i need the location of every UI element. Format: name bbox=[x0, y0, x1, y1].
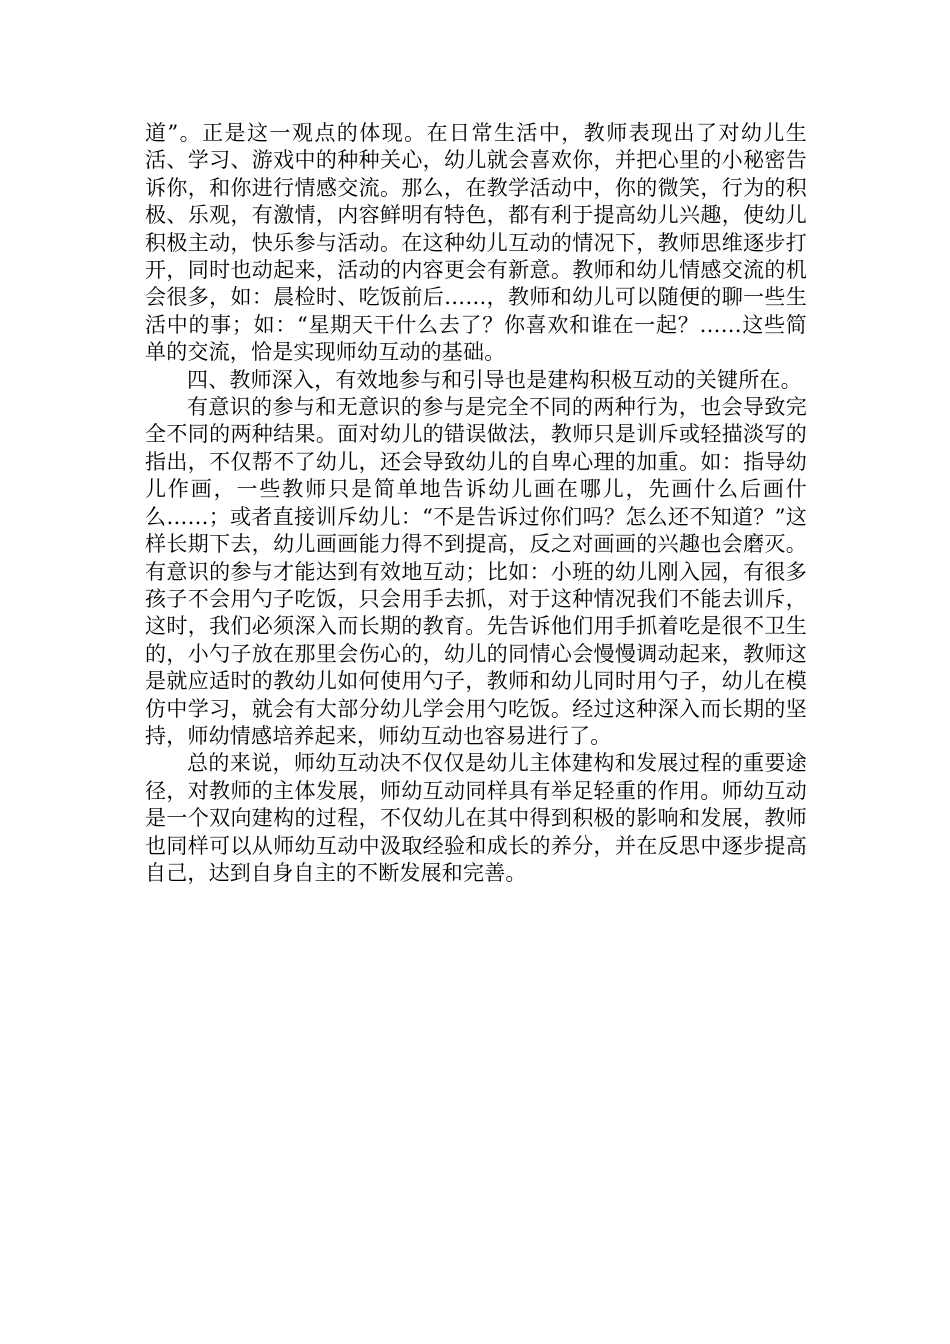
paragraph-conclusion: 总的来说，师幼互动决不仅仅是幼儿主体建构和发展过程的重要途径，对教师的主体发展，师幼互动同样具有举足轻重的作用。师幼互动是一个双向建构的过程，不仅幼儿在其中得到积极的影响和发展，教师也同样可以从师幼互动中汲取经验和成长的养分，并在反思中逐步提高自己，达到自身自主的不断发展和完善。 bbox=[145, 751, 807, 885]
document-page bbox=[145, 120, 807, 887]
paragraph-section-heading: 四、教师深入，有效地参与和引导也是建构积极互动的关键所在。 bbox=[187, 367, 802, 392]
paragraph-continuation: 道”。正是这一观点的体现。在日常生活中，教师表现出了对幼儿生活、学习、游戏中的种种关心，幼儿就会喜欢你，并把心里的小秘密告诉你，和你进行情感交流。那么，在教学活动中，你的微笑，行为的积极、乐观，有激情，内容鲜明有特色，都有利于提高幼儿兴趣，使幼儿积极主动，快乐参与活动。在这种幼儿互动的情况下，教师思维逐步打开，同时也动起来，活动的内容更会有新意。教师和幼儿情感交流的机会很多，如：晨检时、吃饭前后……，教师和幼儿可以随便的聊一些生活中的事；如：“星期天干什么去了？你喜欢和谁在一起？……这些简单的交流，恰是实现师幼互动的基础。 bbox=[145, 121, 807, 365]
paragraph-body: 有意识的参与和无意识的参与是完全不同的两种行为，也会导致完全不同的两种结果。面对幼儿的错误做法，教师只是训斥或轻描淡写的指出，不仅帮不了幼儿，还会导致幼儿的自卑心理的加重。如：指导幼儿作画，一些教师只是简单地告诉幼儿画在哪儿，先画什么后画什么……；或者直接训斥幼儿：“不是告诉过你们吗？怎么还不知道？”这样长期下去，幼儿画画能力得不到提高，反之对画画的兴趣也会磨灭。有意识的参与才能达到有效地互动；比如：小班的幼儿刚入园，有很多孩子不会用勺子吃饭，只会用手去抓，对于这种情况我们不能去训斥，这时，我们必须深入而长期的教育。先告诉他们用手抓着吃是很不卫生的，小勺子放在那里会伤心的，幼儿的同情心会慢慢调动起来，教师这是就应适时的教幼儿如何使用勺子，教师和幼儿同时用勺子，幼儿在模仿中学习，就会有大部分幼儿学会用勺吃饭。经过这种深入而长期的坚持，师幼情感培养起来，师幼互动也容易进行了。 bbox=[145, 395, 807, 748]
